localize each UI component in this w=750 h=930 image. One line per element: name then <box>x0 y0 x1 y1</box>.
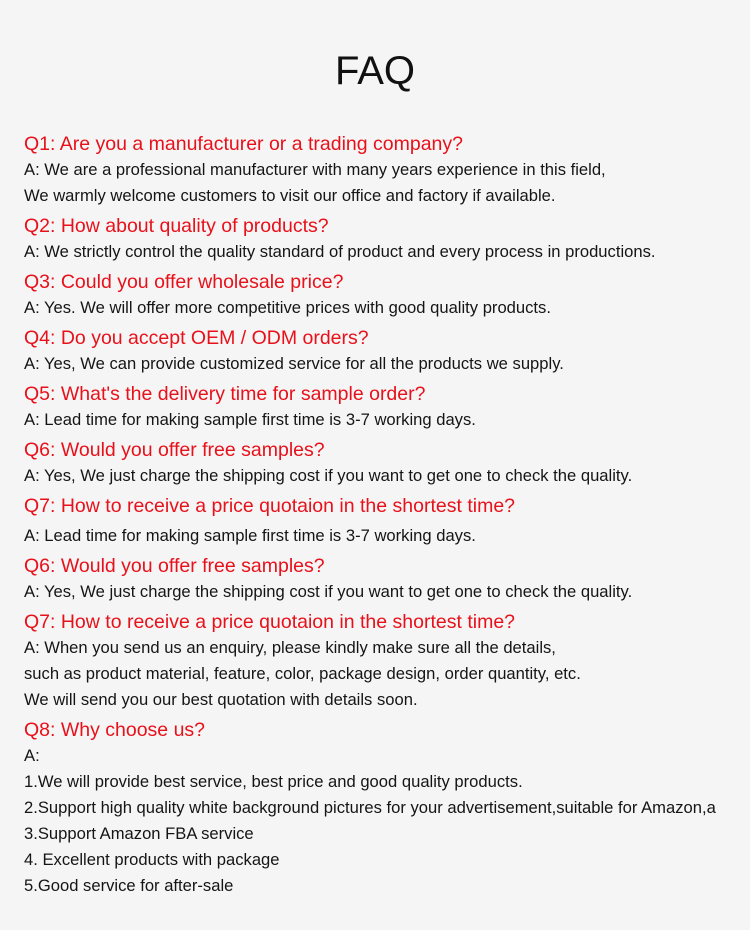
faq-answer-line: A: Yes. We will offer more competitive prices with good quality products. <box>24 298 551 317</box>
faq-item <box>24 213 750 265</box>
faq-question: Q2: How about quality of products? <box>24 215 329 237</box>
faq-answer-line: A: We strictly control the quality standard of product and every process in productions. <box>24 242 656 261</box>
faq-question: Q7: How to receive a price quotaion in the shortest time? <box>24 611 516 633</box>
faq-item <box>24 717 750 899</box>
faq-answer-line: 1.We will provide best service, best price and good quality products. <box>24 772 523 791</box>
faq-question: Q8: Why choose us? <box>24 719 206 741</box>
faq-answer-line: A: Yes, We just charge the shipping cost if you want to get one to check the quality. <box>24 582 633 601</box>
faq-question: Q4: Do you accept OEM / ODM orders? <box>24 327 369 349</box>
faq-item <box>24 131 750 209</box>
faq-answer-line: A: Yes, We can provide customized service for all the products we supply. <box>24 354 564 373</box>
faq-list <box>24 131 750 899</box>
faq-answer-line: A: Lead time for making sample first time is 3-7 working days. <box>24 526 476 545</box>
faq-item <box>24 437 750 489</box>
faq-answer-line: A: <box>24 746 40 765</box>
faq-answer-line: 4. Excellent products with package <box>24 850 280 869</box>
faq-answer-line: A: When you send us an enquiry, please kindly make sure all the details, <box>24 638 556 657</box>
faq-answer-line: 2.Support high quality white background pictures for your advertisement,suitable for Amazon,a <box>24 798 716 817</box>
faq-item <box>24 381 750 433</box>
faq-question: Q3: Could you offer wholesale price? <box>24 271 344 293</box>
faq-answer-line: 5.Good service for after-sale <box>24 876 234 895</box>
page-title: FAQ <box>334 49 416 93</box>
faq-item <box>24 493 750 549</box>
faq-item <box>24 269 750 321</box>
faq-question: Q6: Would you offer free samples? <box>24 439 325 461</box>
faq-answer-line: We will send you our best quotation with details soon. <box>24 690 418 709</box>
faq-question: Q7: How to receive a price quotaion in the shortest time? <box>24 495 516 517</box>
faq-question: Q1: Are you a manufacturer or a trading company? <box>24 133 463 155</box>
faq-question: Q6: Would you offer free samples? <box>24 555 325 577</box>
faq-answer-line: A: Lead time for making sample first time is 3-7 working days. <box>24 410 476 429</box>
faq-answer-line: A: We are a professional manufacturer with many years experience in this field, <box>24 160 606 179</box>
faq-answer-line: A: Yes, We just charge the shipping cost if you want to get one to check the quality. <box>24 466 633 485</box>
faq-answer-line: such as product material, feature, color, package design, order quantity, etc. <box>24 664 581 683</box>
faq-answer-line: We warmly welcome customers to visit our office and factory if available. <box>24 186 556 205</box>
faq-item <box>24 609 750 713</box>
faq-question: Q5: What's the delivery time for sample order? <box>24 383 426 405</box>
faq-answer-line: 3.Support Amazon FBA service <box>24 824 254 843</box>
faq-item <box>24 325 750 377</box>
faq-item <box>24 553 750 605</box>
